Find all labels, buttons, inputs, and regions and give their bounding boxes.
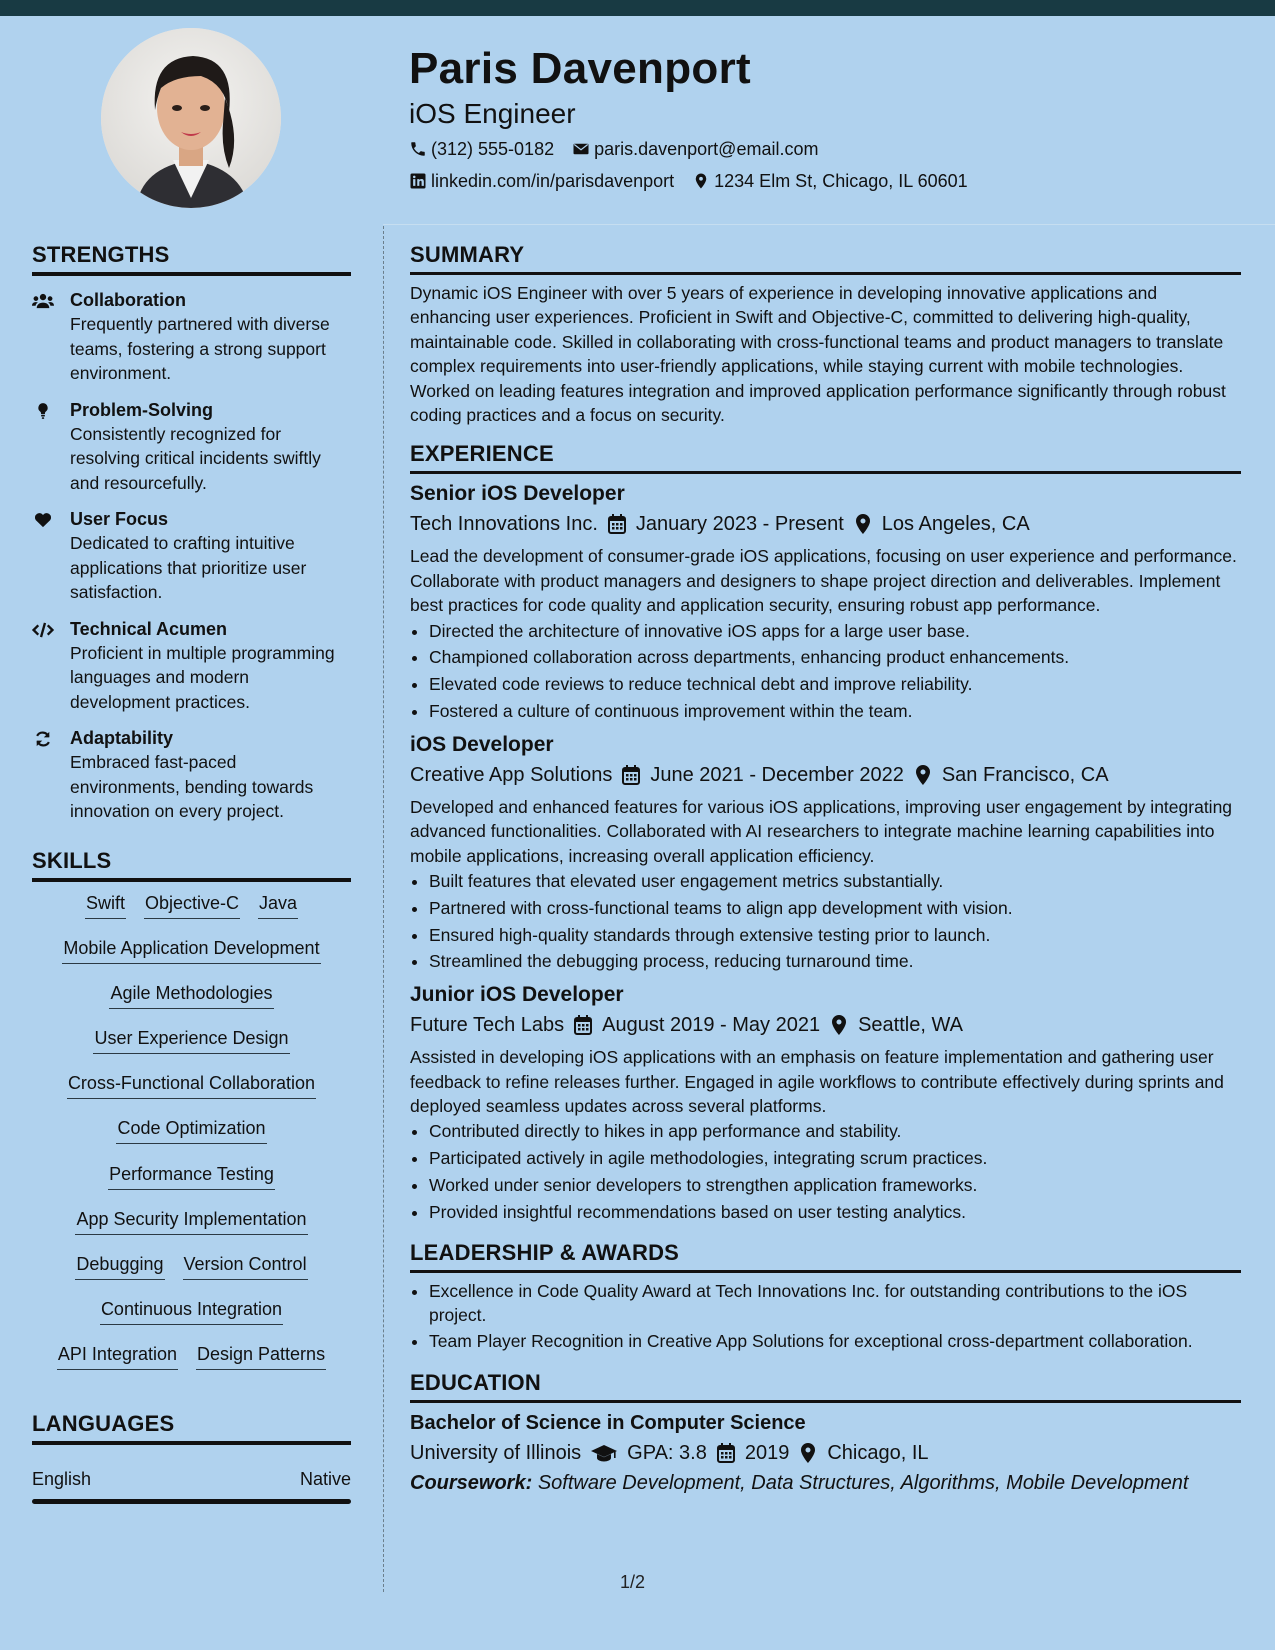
skills-heading: SKILLS: [32, 847, 112, 873]
candidate-title: iOS Engineer: [409, 98, 576, 129]
contact-row-1: [409, 136, 1249, 162]
languages-heading: LANGUAGES: [32, 1410, 175, 1436]
job-dates: August 2019 - May 2021: [602, 1014, 821, 1037]
bullet-item: • Provided insightful recommendations based on user testing analytics.: [429, 1199, 1241, 1226]
job-description: Lead the development of consumer-grade iOS applications, focusing on user experience and performance. Collaborate with product managers and designers to shape project direction and deliverables. Implement best practices for code quality and application security, ensuring robust app performance.: [410, 546, 1237, 616]
calendar-icon: [717, 1443, 735, 1463]
skill-tag: Design Patterns: [196, 1341, 326, 1370]
section-rule: [410, 1270, 1241, 1273]
experience-heading: EXPERIENCE: [410, 441, 554, 467]
phone-item: [409, 139, 554, 160]
skill-tag: Swift: [85, 890, 126, 919]
map-pin-icon: [799, 1443, 817, 1463]
skill-tag: Version Control: [183, 1251, 308, 1280]
calendar-icon: [622, 765, 640, 785]
bullet-item: • Championed collaboration across departments, enhancing product enhancements.: [429, 644, 1241, 671]
bullet-item: • Partnered with cross-functional teams to align app development with vision.: [429, 895, 1241, 922]
calendar-icon: [608, 514, 626, 534]
company-name: Tech Innovations Inc.: [410, 513, 598, 536]
graduation-cap-icon: [591, 1443, 617, 1463]
lightbulb-icon: [32, 401, 54, 421]
resume-header: [409, 40, 1249, 194]
address-item: [692, 171, 968, 192]
section-rule: [410, 471, 1241, 474]
company-name: Future Tech Labs: [410, 1014, 565, 1037]
section-rule: [32, 272, 351, 276]
bullet-item: • Participated actively in agile methodologies, integrating scrum practices.: [429, 1145, 1241, 1172]
map-pin-icon: [692, 172, 710, 190]
skill-tag: Mobile Application Development: [62, 935, 320, 964]
strength-item: [32, 398, 351, 496]
job-bullets: [410, 1118, 1241, 1225]
column-divider: [383, 226, 384, 1592]
skill-tag: App Security Implementation: [75, 1206, 307, 1235]
strength-item: [32, 617, 351, 715]
top-accent-bar: [0, 0, 1275, 16]
job-entry: [410, 981, 1241, 1225]
bullet-item: • Contributed directly to hikes in app performance and stability.: [429, 1118, 1241, 1145]
company-name: Creative App Solutions: [410, 763, 613, 786]
awards-heading: LEADERSHIP & AWARDS: [410, 1239, 680, 1265]
skill-tag: API Integration: [57, 1341, 178, 1370]
section-rule: [32, 878, 351, 882]
strength-desc: Consistently recognized for resolving critical incidents swiftly and resourcefully.: [70, 423, 321, 493]
bullet-item: • Elevated code reviews to reduce technical debt and improve reliability.: [429, 671, 1241, 698]
email-icon: [572, 140, 590, 158]
bullet-item: • Worked under senior developers to strengthen application frameworks.: [429, 1172, 1241, 1199]
heart-icon: [32, 510, 54, 530]
job-description: Assisted in developing iOS applications with an emphasis on feature implementation and gathering user feedback to refine releases further. Engaged in agile workflows to contribute effectively during sprints and deployed seamless updates across several platforms.: [410, 1047, 1224, 1117]
job-title: Junior iOS Developer: [410, 983, 624, 1007]
right-column: [410, 238, 1241, 1497]
language-name: English: [32, 1468, 92, 1489]
map-pin-icon: [854, 514, 872, 534]
page-number: 1/2: [620, 1572, 646, 1592]
map-pin-icon: [914, 765, 932, 785]
strength-desc: Proficient in multiple programming languages and modern development practices.: [70, 642, 335, 712]
strength-item: [32, 726, 351, 824]
skill-tag: Continuous Integration: [100, 1296, 283, 1325]
skill-tag: Java: [258, 890, 298, 919]
sync-icon: [32, 729, 54, 749]
candidate-name: Paris Davenport: [409, 44, 751, 93]
skill-tag: Code Optimization: [116, 1115, 266, 1144]
bullet-item: • Ensured high-quality standards through extensive testing prior to launch.: [429, 922, 1241, 949]
coursework: [410, 1469, 1241, 1497]
map-pin-icon: [830, 1015, 848, 1035]
strength-desc: Frequently partnered with diverse teams, fostering a strong support environment.: [70, 314, 330, 383]
phone-text: (312) 555-0182: [431, 138, 555, 159]
strength-desc: Dedicated to crafting intuitive applications that prioritize user satisfaction.: [70, 533, 307, 602]
section-rule: [32, 1441, 351, 1445]
degree-title: Bachelor of Science in Computer Science: [410, 1411, 806, 1434]
strength-item: [32, 507, 351, 605]
skill-tag: Performance Testing: [108, 1161, 275, 1190]
strength-title: User Focus: [70, 509, 169, 529]
bullet-item: • Fostered a culture of continuous improvement within the team.: [429, 698, 1241, 725]
strength-title: Technical Acumen: [70, 618, 228, 639]
job-description: Developed and enhanced features for various iOS applications, improving user engagement by integrating advanced functionalities. Collaborated with AI researchers to integrate machine learning capabilities into mobile applications, increasing overall application efficiency.: [410, 796, 1233, 866]
job-entry: [410, 731, 1241, 975]
code-icon: [32, 620, 54, 640]
bullet-item: • Directed the architecture of innovative iOS apps for a large user base.: [429, 618, 1241, 645]
school-location: Chicago, IL: [827, 1441, 929, 1464]
skill-row: [32, 1251, 351, 1296]
job-location: Seattle, WA: [858, 1014, 963, 1037]
email-item[interactable]: [572, 139, 818, 160]
job-title: Senior iOS Developer: [410, 482, 625, 506]
skill-tag: Cross-Functional Collaboration: [67, 1070, 316, 1099]
calendar-icon: [574, 1015, 592, 1035]
job-location: Los Angeles, CA: [881, 513, 1030, 536]
award-item: • Excellence in Code Quality Award at Tech Innovations Inc. for outstanding contributions to the iOS project.: [429, 1279, 1241, 1328]
email-text[interactable]: paris.davenport@email.com: [594, 138, 819, 159]
skill-row: [32, 935, 351, 980]
skill-row: [32, 1025, 351, 1070]
linkedin-text[interactable]: linkedin.com/in/parisdavenport: [431, 170, 675, 191]
job-dates: June 2021 - December 2022: [650, 763, 904, 786]
skill-tag: Objective-C: [144, 890, 240, 919]
phone-icon: [409, 140, 427, 158]
skills-list: [32, 890, 351, 1387]
education-meta: [410, 1439, 1241, 1467]
skill-tag: Agile Methodologies: [109, 980, 273, 1009]
skill-row: [32, 1296, 351, 1341]
skill-row: [32, 1115, 351, 1160]
job-meta: [410, 510, 1241, 538]
skill-row: [32, 1161, 351, 1206]
strength-title: Problem-Solving: [70, 399, 214, 420]
strength-title: Adaptability: [70, 728, 174, 748]
strength-item: [32, 288, 351, 386]
coursework-text: Software Development, Data Structures, Algorithms, Mobile Development: [537, 1471, 1189, 1494]
strength-desc: Embraced fast-paced environments, bending towards innovation on every project.: [70, 752, 314, 821]
skill-tag: Debugging: [75, 1251, 164, 1280]
strengths-heading: STRENGTHS: [32, 242, 170, 267]
bullet-item: • Streamlined the debugging process, reducing turnaround time.: [429, 948, 1241, 975]
summary-text: Dynamic iOS Engineer with over 5 years of experience in developing innovative applications and enhancing user experiences. Proficient in Swift and Objective-C, committed to delivering high-quality, maintainable code. Skilled in collaborating with cross-functional teams and product managers to translate complex requirements into user-friendly applications, while staying current with mobile technologies. Worked on leading features integration and improved application performance significantly through robust coding practices and a focus on security.: [410, 283, 1226, 426]
skill-row: [32, 980, 351, 1025]
summary-heading: SUMMARY: [410, 242, 525, 267]
section-rule: [410, 272, 1241, 275]
gpa: GPA: 3.8: [627, 1441, 707, 1464]
job-bullets: [410, 868, 1241, 975]
education-heading: EDUCATION: [410, 1369, 541, 1395]
bullet-item: • Built features that elevated user engagement metrics substantially.: [429, 868, 1241, 895]
job-meta: [410, 1011, 1241, 1039]
contact-row-2: [409, 168, 1249, 194]
language-level: Native: [299, 1468, 351, 1489]
left-column: [32, 238, 351, 1504]
job-entry: [410, 480, 1241, 724]
school-name: University of Illinois: [410, 1441, 582, 1464]
graduation-year: 2019: [744, 1441, 790, 1464]
awards-list: [410, 1279, 1241, 1354]
job-title: iOS Developer: [410, 732, 554, 756]
strength-title: Collaboration: [70, 290, 186, 310]
skill-row: [32, 1206, 351, 1251]
section-rule: [410, 1400, 1241, 1403]
skill-tag: User Experience Design: [93, 1025, 289, 1054]
linkedin-item[interactable]: [409, 171, 674, 192]
language-item: [32, 1467, 351, 1491]
job-meta: [410, 761, 1241, 789]
award-item: • Team Player Recognition in Creative App Solutions for exceptional cross-department collaboration.: [429, 1329, 1241, 1353]
linkedin-icon: [409, 172, 427, 190]
language-proficiency-bar: [32, 1499, 351, 1504]
header-divider: [383, 224, 1275, 225]
skill-row: [32, 1070, 351, 1115]
skill-row: [32, 1341, 351, 1386]
skill-row: [32, 890, 351, 935]
profile-photo: [101, 28, 281, 208]
job-location: San Francisco, CA: [941, 763, 1109, 786]
coursework-label: Coursework:: [410, 1471, 533, 1494]
job-bullets: [410, 618, 1241, 725]
address-text: 1234 Elm St, Chicago, IL 60601: [714, 170, 968, 191]
job-dates: January 2023 - Present: [635, 513, 844, 536]
users-icon: [32, 291, 54, 311]
